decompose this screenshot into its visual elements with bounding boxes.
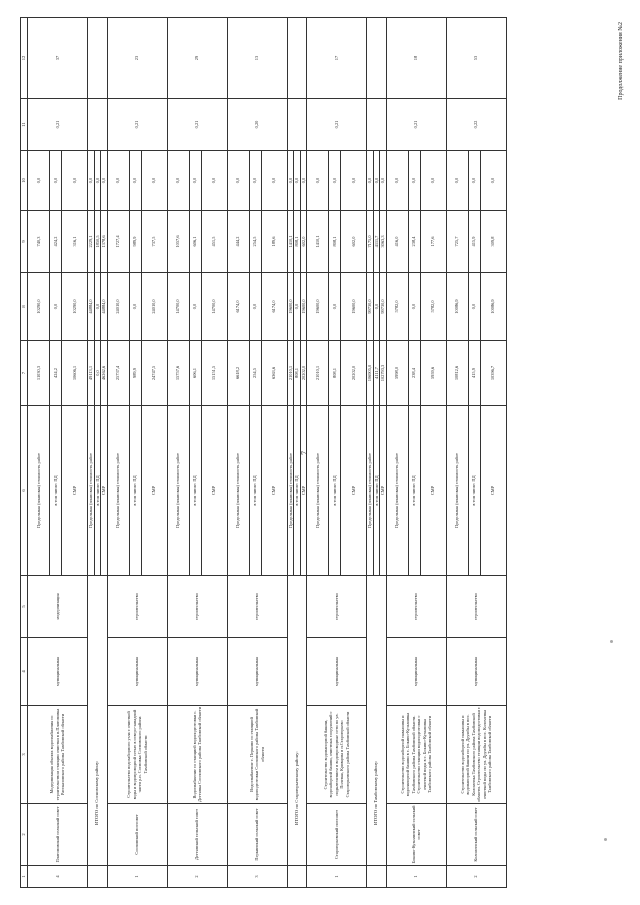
local-funds-cell: 0,0 <box>249 151 261 211</box>
work-type-cell: строительство <box>446 576 506 638</box>
project-row <box>386 18 408 888</box>
local-funds-cell: 0,0 <box>373 151 380 211</box>
work-type-cell: строительство <box>386 576 446 638</box>
ownership-cell: муниципальная <box>386 638 446 706</box>
regional-funds-cell: 725,7 <box>446 211 468 273</box>
federal-funds-cell: 6174,0 <box>227 273 249 341</box>
total-cost-cell: 606,1 <box>189 341 201 406</box>
settlement-cell: Коломенский сельский совет <box>446 804 506 866</box>
local-funds-cell: 0,0 <box>88 151 95 211</box>
total-cost-cell: 254,5 <box>249 341 261 406</box>
federal-funds-cell: 0,0 <box>329 273 341 341</box>
federal-funds-cell: 0,0 <box>468 273 480 341</box>
federal-funds-cell: 0,0 <box>408 273 420 341</box>
cost-kind-cell: СМР <box>341 406 367 576</box>
project-name-cell: Строительство водозаборной скважины и водонапорной башни по ул. Дружбы в пос. Коломенка Тамбовского района Тамбовской области. Строительство станции водоподготовки с очисткой воды по ул. Дружбы в пос. Коломенка Тамбовского района Тамбовской области <box>446 706 506 804</box>
ownership-cell: муниципальная <box>307 638 367 706</box>
row-number-cell: 1 <box>107 866 167 888</box>
regional-funds-cell: 444,2 <box>227 211 249 273</box>
column-numbers-row <box>21 18 28 888</box>
total-cost-cell: 11030,3 <box>28 341 50 406</box>
local-funds-cell: 0,0 <box>367 151 374 211</box>
regional-funds-cell: 189,6 <box>261 211 287 273</box>
regional-funds-cell: 415,9 <box>468 211 480 273</box>
local-funds-cell: 0,0 <box>167 151 189 211</box>
regional-funds-cell: 1727,4 <box>107 211 129 273</box>
local-funds-cell: 0,0 <box>329 151 341 211</box>
regional-funds-cell: 3063,3 <box>380 211 387 273</box>
cost-kind-cell: Предельная (плановая) стоимость работ <box>167 406 189 576</box>
total-cost-cell: 102793,3 <box>380 341 387 406</box>
regional-funds-cell: 1057,6 <box>167 211 189 273</box>
work-type-cell: модернизация <box>28 576 88 638</box>
population-cell: 13 <box>227 18 287 99</box>
regional-funds-cell: 808,1 <box>329 211 341 273</box>
total-cost-cell: 5998,0 <box>386 341 408 406</box>
total-cost-cell: 6363,6 <box>261 341 287 406</box>
federal-funds-cell: 19600,0 <box>287 273 294 341</box>
regional-funds-cell: 254,5 <box>249 211 261 273</box>
work-type-cell: строительство <box>107 576 167 638</box>
regional-funds-cell: 7175,0 <box>367 211 374 273</box>
row-number-cell: 3 <box>227 866 287 888</box>
cost-kind-cell: СМР <box>141 406 167 576</box>
total-cost-cell: 5959,6 <box>420 341 446 406</box>
federal-funds-cell: 19600,0 <box>307 273 329 341</box>
local-funds-cell: 0,0 <box>420 151 446 211</box>
cost-kind-cell: СМР <box>380 406 387 576</box>
empty-cell <box>88 866 108 888</box>
row-number-cell: 4 <box>28 866 88 888</box>
regional-funds-cell: 808,1 <box>294 211 301 273</box>
settlement-cell: Староюрьевский поссовет <box>307 804 367 866</box>
project-name-cell: Строительство водонапорной башни, водозаборной башни, очистных сооружений с подключением в водопроводные сети по ул. Полевая, Кривцова в п.Староюрьево Староюрьевского района Тамбовской области <box>307 706 367 804</box>
total-cost-cell: 415,9 <box>468 341 480 406</box>
column-number-cell: 11 <box>21 99 28 151</box>
local-funds-cell: 0,0 <box>201 151 227 211</box>
project-row <box>28 18 50 888</box>
scan-speck <box>610 640 613 643</box>
empty-cell <box>367 18 387 99</box>
cost-kind-cell: в том числе: ПД <box>408 406 420 576</box>
cost-kind-cell: Предельная (плановая) стоимость работ <box>386 406 408 576</box>
column-number-cell: 2 <box>21 804 28 866</box>
cost-kind-cell: в том числе: ПД <box>468 406 480 576</box>
cost-per-unit-cell: 0,21 <box>167 99 227 151</box>
row-number-cell: 2 <box>446 866 506 888</box>
federal-funds-cell: 0,0 <box>129 273 141 341</box>
federal-funds-cell: 99730,0 <box>380 273 387 341</box>
federal-funds-cell: 10290,0 <box>62 273 88 341</box>
total-cost-cell: 20202,0 <box>341 341 367 406</box>
federal-funds-cell: 0,0 <box>373 273 380 341</box>
total-cost-cell: 0,0 <box>94 341 101 406</box>
cost-per-unit-cell: 0,20 <box>227 99 287 151</box>
cost-per-unit-cell: 0,21 <box>307 99 367 151</box>
total-cost-cell: 10606,1 <box>62 341 88 406</box>
settlement-cell: Дегтянский сельский совет <box>167 804 227 866</box>
total-cost-cell: 6618,2 <box>227 341 249 406</box>
total-cost-cell: 21010,1 <box>307 341 329 406</box>
total-cost-cell: 49113,1 <box>88 341 95 406</box>
local-funds-cell: 0,0 <box>101 151 108 211</box>
regional-funds-cell: 1410,1 <box>287 211 294 273</box>
total-cost-cell: 15151,5 <box>201 341 227 406</box>
regional-funds-cell: 737,5 <box>141 211 167 273</box>
regional-funds-cell: 238,4 <box>408 211 420 273</box>
federal-funds-cell: 0,0 <box>249 273 261 341</box>
cost-kind-cell: СМР <box>261 406 287 576</box>
investment-table <box>20 17 507 888</box>
project-name-cell: Модернизация объекта водоснабжения со строительством станции очистки в п.Платоновка Рассказовского района Тамбовской области <box>28 706 88 804</box>
project-name-cell: Строительство водозаборной скважины и водонапорной башни в с. Бокино-Кузьминка Тамбовского района Тамбовской области. Строительство станции водоподготовки с очисткой воды в с. Бокино-Кузьминка Тамбовского района Тамбовской области <box>386 706 446 804</box>
row-number-cell: 1 <box>307 866 367 888</box>
local-funds-cell: 0,0 <box>129 151 141 211</box>
regional-funds-cell: 424,2 <box>50 211 62 273</box>
population-cell: 17 <box>307 18 367 99</box>
regional-funds-cell: 416,0 <box>386 211 408 273</box>
total-cost-cell: 106905,0 <box>367 341 374 406</box>
district-total-label: ИТОГО по Староюрьевскому району: <box>287 576 307 866</box>
local-funds-cell: 0,0 <box>341 151 367 211</box>
regional-funds-cell: 602,0 <box>300 211 307 273</box>
column-number-cell: 9 <box>21 211 28 273</box>
federal-funds-cell: 24010,0 <box>107 273 129 341</box>
cost-kind-cell: Предельная (плановая) стоимость работ <box>227 406 249 576</box>
total-cost-cell: 989,9 <box>129 341 141 406</box>
local-funds-cell: 0,0 <box>386 151 408 211</box>
column-number-cell: 4 <box>21 638 28 706</box>
regional-funds-cell: 606,1 <box>189 211 201 273</box>
federal-funds-cell: 6174,0 <box>261 273 287 341</box>
federal-funds-cell: 10290,0 <box>28 273 50 341</box>
cost-kind-cell: в том числе: ПД <box>129 406 141 576</box>
federal-funds-cell: 44884,0 <box>101 273 108 341</box>
population-cell: 23 <box>107 18 167 99</box>
ownership-cell: муниципальная <box>446 638 506 706</box>
cost-kind-cell: СМР <box>101 406 108 576</box>
cost-kind-cell: Предельная (плановая) стоимость работ <box>107 406 129 576</box>
federal-funds-cell: 0,0 <box>189 273 201 341</box>
empty-cell <box>88 18 108 99</box>
local-funds-cell: 0,0 <box>50 151 62 211</box>
local-funds-cell: 0,0 <box>107 151 129 211</box>
regional-funds-cell: 602,0 <box>341 211 367 273</box>
regional-funds-cell: 309,8 <box>480 211 506 273</box>
column-number-cell: 5 <box>21 576 28 638</box>
table-body <box>21 18 507 888</box>
cost-kind-cell: Предельная (плановая) стоимость работ <box>367 406 374 576</box>
total-cost-cell: 808,1 <box>329 341 341 406</box>
cost-kind-cell: в том числе: ПД <box>50 406 62 576</box>
work-type-cell: строительство <box>227 576 287 638</box>
total-cost-cell: 21010,1 <box>287 341 294 406</box>
total-cost-cell: 4111,7 <box>373 341 380 406</box>
federal-funds-cell: 24010,0 <box>141 273 167 341</box>
row-number-cell: 2 <box>167 866 227 888</box>
scan-speck <box>604 838 607 841</box>
local-funds-cell: 0,0 <box>468 151 480 211</box>
ownership-cell: муниципальная <box>107 638 167 706</box>
ownership-cell: муниципальная <box>28 638 88 706</box>
cost-kind-cell: в том числе: ПД <box>329 406 341 576</box>
column-number-cell: 8 <box>21 273 28 341</box>
empty-cell <box>287 99 307 151</box>
empty-cell <box>287 18 307 99</box>
regional-funds-cell: 989,9 <box>129 211 141 273</box>
local-funds-cell: 0,0 <box>28 151 50 211</box>
population-cell: 53 <box>446 18 506 99</box>
local-funds-cell: 0,0 <box>141 151 167 211</box>
empty-cell <box>287 866 307 888</box>
cost-kind-cell: Предельная (плановая) стоимость работ <box>307 406 329 576</box>
column-number-cell: 3 <box>21 706 28 804</box>
empty-cell <box>88 99 108 151</box>
ownership-cell: муниципальная <box>167 638 227 706</box>
empty-cell <box>367 866 387 888</box>
total-cost-cell: 238,4 <box>408 341 420 406</box>
cost-kind-cell: СМР <box>420 406 446 576</box>
federal-funds-cell: 10086,9 <box>480 273 506 341</box>
federal-funds-cell: 14700,0 <box>167 273 189 341</box>
local-funds-cell: 0,0 <box>480 151 506 211</box>
cost-kind-cell: Предельная (плановая) стоимость работ <box>287 406 294 576</box>
cost-kind-cell: в том числе: ПД <box>294 406 301 576</box>
local-funds-cell: 0,0 <box>227 151 249 211</box>
local-funds-cell: 0,0 <box>408 151 420 211</box>
total-cost-cell: 15757,6 <box>167 341 189 406</box>
cost-kind-cell: в том числе: ПД <box>373 406 380 576</box>
cost-kind-cell: Предельная (плановая) стоимость работ <box>88 406 95 576</box>
district-total-label: ИТОГО по Тамбовскому району: <box>367 576 387 866</box>
regional-funds-cell: 740,3 <box>28 211 50 273</box>
district-total-row <box>88 18 95 888</box>
local-funds-cell: 0,0 <box>300 151 307 211</box>
column-number-cell: 7 <box>21 341 28 406</box>
cost-kind-cell: в том числе: ПД <box>249 406 261 576</box>
column-number-cell: 12 <box>21 18 28 99</box>
project-row <box>307 18 329 888</box>
total-cost-cell: 46262,6 <box>101 341 108 406</box>
federal-funds-cell: 0,0 <box>50 273 62 341</box>
project-row <box>446 18 468 888</box>
total-cost-cell: 25737,4 <box>107 341 129 406</box>
settlement-cell: Сосновский поссовет <box>107 804 167 866</box>
federal-funds-cell: 44884,0 <box>88 273 95 341</box>
federal-funds-cell: 14700,0 <box>201 273 227 341</box>
cost-per-unit-cell: 0,21 <box>107 99 167 151</box>
column-number-cell: 6 <box>21 406 28 576</box>
local-funds-cell: 0,0 <box>294 151 301 211</box>
local-funds-cell: 0,0 <box>307 151 329 211</box>
population-cell: 37 <box>28 18 88 99</box>
work-type-cell: строительство <box>307 576 367 638</box>
settlement-cell: Платоновский сельский совет <box>28 804 88 866</box>
row-number-cell: 1 <box>386 866 446 888</box>
cost-kind-cell: СМР <box>201 406 227 576</box>
project-name-cell: Водоснабжение со станцией водоподготовки с. Дегтянка Сосновского района Тамбовской области <box>167 706 227 804</box>
cost-per-unit-cell: 0,22 <box>446 99 506 151</box>
federal-funds-cell: 99730,0 <box>367 273 374 341</box>
regional-funds-cell: 1850,5 <box>94 211 101 273</box>
total-cost-cell: 24747,5 <box>141 341 167 406</box>
local-funds-cell: 0,0 <box>287 151 294 211</box>
regional-funds-cell: 451,5 <box>201 211 227 273</box>
population-cell: 29 <box>167 18 227 99</box>
regional-funds-cell: 1378,6 <box>101 211 108 273</box>
district-total-row <box>367 18 374 888</box>
federal-funds-cell: 19600,0 <box>300 273 307 341</box>
regional-funds-cell: 316,1 <box>62 211 88 273</box>
ownership-cell: муниципальная <box>227 638 287 706</box>
regional-funds-cell: 4111,7 <box>373 211 380 273</box>
federal-funds-cell: 5782,0 <box>386 273 408 341</box>
local-funds-cell: 0,0 <box>62 151 88 211</box>
cost-kind-cell: СМР <box>480 406 506 576</box>
regional-funds-cell: 177,6 <box>420 211 446 273</box>
cost-kind-cell: СМР <box>62 406 88 576</box>
total-cost-cell: 10812,6 <box>446 341 468 406</box>
cost-kind-cell: в том числе: ПД <box>94 406 101 576</box>
appendix-continuation-note: Продолжение приложения №2 <box>618 22 624 100</box>
project-row <box>167 18 189 888</box>
cost-per-unit-cell: 0,21 <box>386 99 446 151</box>
cost-kind-cell: Предельная (плановая) стоимость работ <box>446 406 468 576</box>
cost-kind-cell: СМР <box>300 406 307 576</box>
column-number-cell: 1 <box>21 866 28 888</box>
local-funds-cell: 0,0 <box>94 151 101 211</box>
project-row <box>107 18 129 888</box>
total-cost-cell: 808,1 <box>294 341 301 406</box>
work-type-cell: строительство <box>167 576 227 638</box>
total-cost-cell: 10396,7 <box>480 341 506 406</box>
project-name-cell: Строительство водозаборного узла с очисткой воды и водопроводной сетью в северо-западной части р.п. Сосновка Сосновского района Тамбовской области <box>107 706 167 804</box>
district-total-row <box>287 18 294 888</box>
page-number: 7 <box>300 451 309 455</box>
settlement-cell: Бокино-Кузьминский сельский совет <box>386 804 446 866</box>
column-number-cell: 10 <box>21 151 28 211</box>
local-funds-cell: 0,0 <box>189 151 201 211</box>
local-funds-cell: 0,0 <box>261 151 287 211</box>
local-funds-cell: 0,0 <box>380 151 387 211</box>
local-funds-cell: 0,0 <box>446 151 468 211</box>
total-cost-cell: 20202,0 <box>300 341 307 406</box>
empty-cell <box>367 99 387 151</box>
project-row <box>227 18 249 888</box>
regional-funds-cell: 2229,1 <box>88 211 95 273</box>
federal-funds-cell: 0,0 <box>94 273 101 341</box>
federal-funds-cell: 5782,0 <box>420 273 446 341</box>
cost-kind-cell: в том числе: ПД <box>189 406 201 576</box>
settlement-cell: Перкинский сельский совет <box>227 804 287 866</box>
federal-funds-cell: 10086,9 <box>446 273 468 341</box>
federal-funds-cell: 0,0 <box>294 273 301 341</box>
project-name-cell: Водоснабжение с. Перкино со станцией водоподготовки Сосновского района Тамбовской области <box>227 706 287 804</box>
cost-kind-cell: Предельная (плановая) стоимость работ <box>28 406 50 576</box>
total-cost-cell: 424,2 <box>50 341 62 406</box>
cost-per-unit-cell: 0,21 <box>28 99 88 151</box>
regional-funds-cell: 1410,1 <box>307 211 329 273</box>
federal-funds-cell: 19600,0 <box>341 273 367 341</box>
district-total-label: ИТОГО по Сосновскому району: <box>88 576 108 866</box>
population-cell: 18 <box>386 18 446 99</box>
